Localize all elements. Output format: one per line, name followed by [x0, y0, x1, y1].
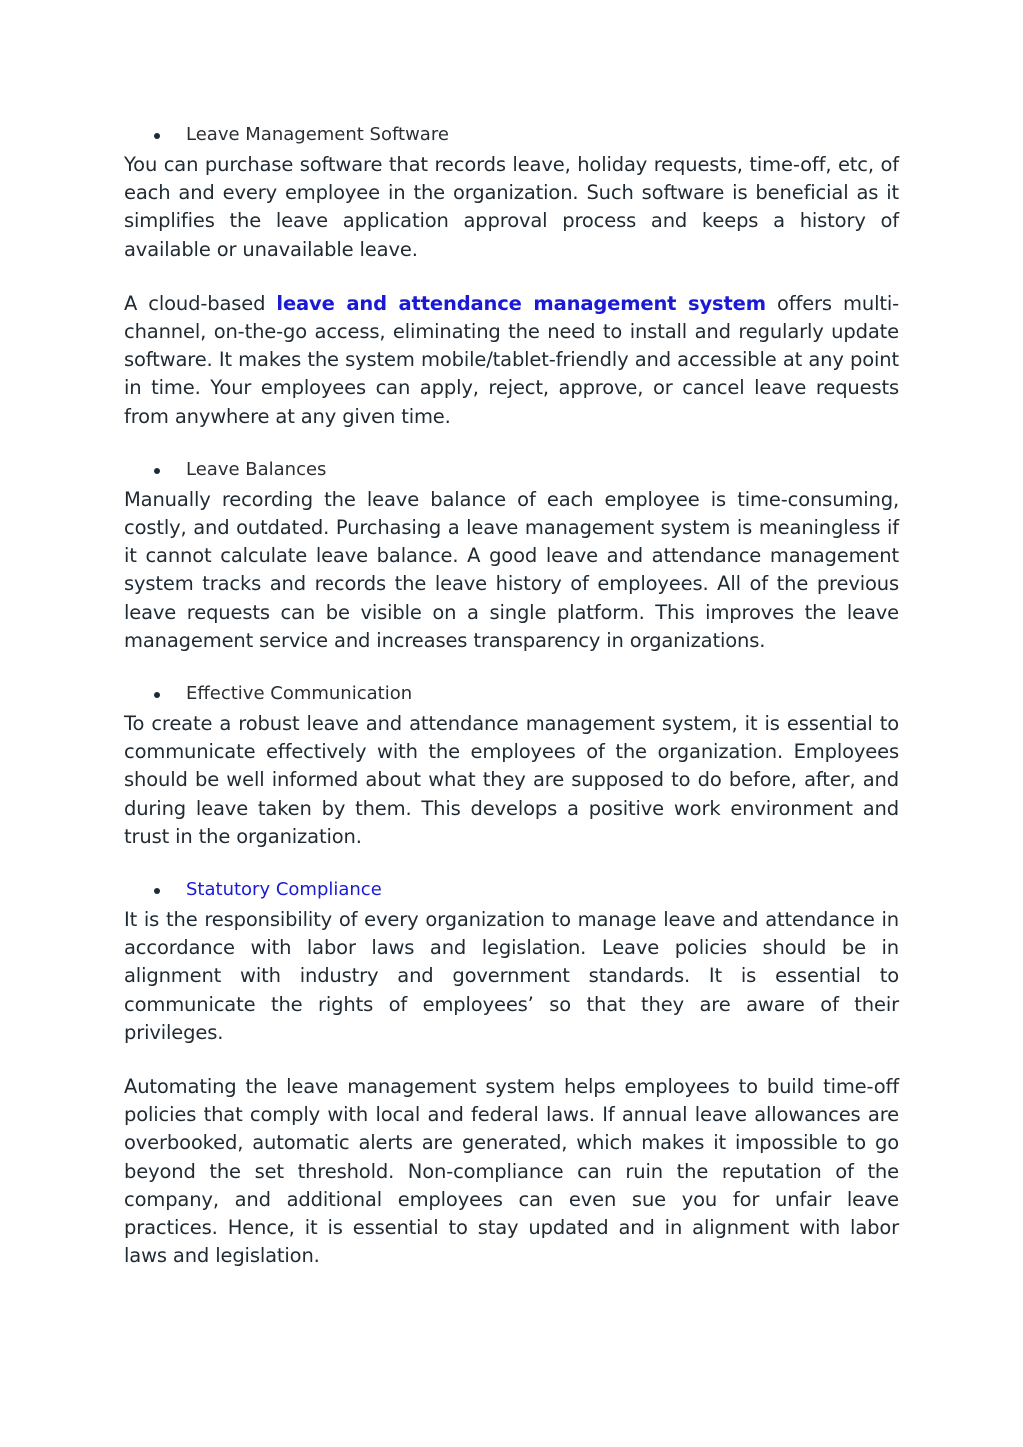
- bullet-label: Leave Balances: [186, 458, 327, 480]
- bullet-leave-management-software: [124, 121, 899, 151]
- bullet-label: Effective Communication: [186, 683, 413, 705]
- bullet-dot: [154, 888, 160, 894]
- bullet-label: Leave Management Software: [186, 124, 449, 145]
- paragraph-statutory-compliance: It is the responsibility of every organization to manage leave and attendance in accordance with labor laws and legislation. Leave policies should be in alignment with industry and government standards. It is essential to communicate the rights of employees’ so that they are aware of their privileges.: [124, 908, 899, 1044]
- paragraph-automating: Automating the leave management system helps employees to build time-off policies that comply with local and federal laws. If annual leave allowances are overbooked, automatic alerts are generated, which makes it impossible to go beyond the set threshold. Non-compliance can ruin the reputation of the company, and additional employees can even sue you for unfair leave practices. Hence, it is essential to stay updated and in alignment with labor laws and legislation.: [124, 1075, 899, 1268]
- bullet-link-label[interactable]: Statutory Compliance: [186, 879, 382, 901]
- paragraph-cloud-based: [124, 290, 899, 431]
- bullet-effective-communication: [124, 680, 899, 710]
- bullet-dot: [154, 133, 160, 139]
- paragraph-effective-communication: To create a robust leave and attendance management system, it is essential to communicate effectively with the employees of the organization. Employees should be well informed about what they are supposed to do before, after, and during leave taken by them. This develops a positive work environment and trust in the organization.: [124, 712, 899, 848]
- paragraph-suffix: offers multi-channel, on-the-go access, eliminating the need to install and regularly update software. It makes the system mobile/tablet-friendly and accessible at any point in time. Your employees can apply, reject, approve, or cancel leave requests from anywhere at any given time.: [124, 291, 899, 428]
- document-page: [124, 121, 899, 1271]
- paragraph-prefix: A cloud-based: [124, 291, 277, 315]
- bullet-dot: [154, 692, 160, 698]
- bullet-leave-balances: [124, 456, 899, 486]
- bullet-statutory-compliance[interactable]: [124, 876, 899, 906]
- bullet-dot: [154, 468, 160, 474]
- paragraph-leave-balances: Manually recording the leave balance of each employee is time-consuming, costly, and outdated. Purchasing a leave management system is meaningless if it cannot calculate leave balance. A good leave and attendance management system tracks and records the leave history of employees. All of the previous leave requests can be visible on a single platform. This improves the leave management service and increases transparency in organizations.: [124, 487, 899, 652]
- paragraph-leave-management-software: You can purchase software that records leave, holiday requests, time-off, etc, of each and every employee in the organization. Such software is beneficial as it simplifies the leave application approval process and keeps a history of available or unavailable leave.: [124, 153, 899, 261]
- leave-attendance-system-link[interactable]: leave and attendance management system: [276, 291, 766, 315]
